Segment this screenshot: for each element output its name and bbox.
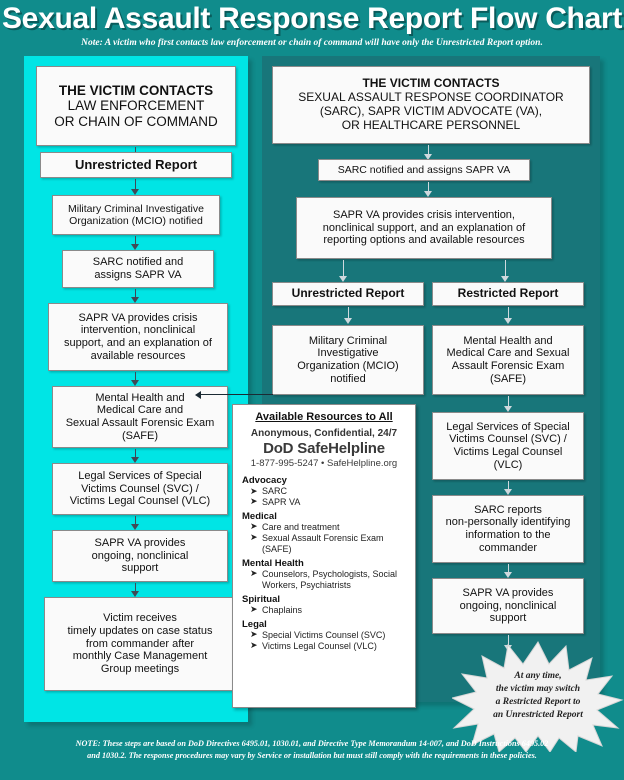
box-line: (SAFE) [489,372,527,385]
box-line: Unrestricted Report [291,286,405,301]
resource-category-legal: Legal [242,618,267,630]
starburst-line: a Restricted Report to [495,697,581,707]
list-item-label: Special Victims Counsel (SVC) [262,629,386,640]
list-item-label: SAPR VA [262,496,301,507]
resources-title: Available Resources to All [255,411,393,423]
starburst-line: an Unrestricted Report [493,709,583,720]
box-sapr-va-ongoing-left [52,530,228,582]
box-line: SARC notified and assigns SAPR VA [337,163,511,176]
list-item-label-cont: (SAFE) [262,543,292,554]
box-unrestricted-report-right [272,282,424,306]
arrow-down [424,145,433,160]
box-line: notified [330,372,366,385]
box-line: from commander after [85,637,195,650]
box-line: SAPR VA provides [94,536,186,549]
list-item [242,630,406,641]
resource-list-medical [242,522,406,555]
box-line: ongoing, nonclinical [91,549,189,562]
box-line: (SAFE) [121,429,159,442]
box-line: SEXUAL ASSAULT RESPONSE COORDINATOR [298,90,564,105]
box-sarc-notified-left [62,250,214,288]
box-line: monthly Case Management [72,650,208,663]
arrow-down [131,516,140,530]
arrow-down [131,372,140,386]
box-line: support [121,562,159,575]
arrow-down-unrestricted-branch [339,260,348,282]
box-line: Organization (MCIO) notified [69,215,203,227]
box-line: Mental Health and [95,391,185,404]
list-item [242,533,406,555]
box-line: information to the [465,529,551,541]
arrow-down [504,307,513,324]
box-line: Victims Legal Counsel (VLC) [69,495,211,508]
box-mcio-notified-left [52,195,220,235]
arrow-bullet-icon: ➤ [250,496,258,507]
arrow-down [131,583,140,597]
box-mental-health-safe-right [432,325,584,395]
box-victim-contacts-law-enforcement [36,66,236,146]
box-restricted-report-right [432,282,584,306]
list-item-label: Care and treatment [262,521,340,532]
box-line: Mental Health and [463,334,553,347]
list-item [242,605,406,616]
available-resources-card [232,404,416,708]
arrow-down [504,481,513,495]
resource-list-advocacy [242,486,406,508]
box-sapr-va-ongoing-right [432,578,584,634]
resource-list-mental-health [242,569,406,591]
box-line: Assault Forensic Exam [451,360,565,372]
box-line: Military Criminal [308,334,388,347]
box-line: commander [478,541,538,554]
box-line: THE VICTIM CONTACTS [58,82,214,98]
arrow-down [131,289,140,303]
header-note: Note: A victim who first contacts law enforcement or chain of command will have only the Unrestricted Report option. [81,38,543,48]
box-line: THE VICTIM CONTACTS [362,76,500,91]
starburst-line: At any time, [514,671,562,682]
arrow-bullet-icon: ➤ [250,640,258,651]
resource-category-mental-health: Mental Health [242,557,304,569]
list-item [242,522,406,533]
list-item-label: Sexual Assault Forensic Exam [262,532,384,543]
box-line: Medical Care and [96,404,184,417]
box-line: ongoing, nonclinical [459,599,557,612]
box-line: (VLC) [493,458,523,471]
page-title: Sexual Assault Response Report Flow Chart [1,2,623,35]
arrow-down [131,179,140,195]
box-line: Medical Care and Sexual [446,347,570,360]
box-line: timely updates on case status [67,624,213,637]
box-line: support [489,612,527,625]
arrow-bullet-icon: ➤ [250,485,258,496]
box-line: intervention, nonclinical [80,324,196,337]
box-sarc-notified-assigns [318,159,530,181]
list-item [242,497,406,508]
box-line: Legal Services of Special [78,469,202,482]
resource-category-spiritual: Spiritual [242,593,281,605]
list-item [242,569,406,591]
box-line: OR CHAIN OF COMMAND [54,113,218,129]
starburst-callout [452,640,624,752]
arrow-down [344,307,353,324]
starburst-line: the victim may switch [495,684,581,695]
resource-list-spiritual [242,605,406,616]
box-line: non-personally identifying [445,516,571,529]
arrow-down [504,564,513,578]
box-line: support, and an explanation of [63,337,212,349]
box-line: SARC reports [474,503,542,516]
box-line: Investigative [317,347,379,360]
box-unrestricted-report-left [40,152,232,178]
box-line: Victims Legal Counsel [453,446,563,458]
box-line: Unrestricted Report [74,157,198,173]
box-line: Victims Counsel (SVC) / [81,482,199,495]
list-item [242,486,406,497]
box-line: nonclinical support, and an explanation of [322,221,526,234]
box-line: available resources [90,349,186,362]
list-item-label: Counselors, Psychologists, Social [262,568,398,579]
box-legal-services-right [432,412,584,480]
box-sapr-va-crisis-left [48,303,228,371]
box-line: Victim receives [103,612,177,625]
page-header [0,0,624,56]
arrow-down [424,182,433,197]
box-line: assigns SAPR VA [94,269,182,281]
box-line: Sexual Assault Forensic Exam [65,417,215,429]
starburst-text [452,640,624,752]
box-line: LAW ENFORCEMENT [67,98,205,114]
box-line: reporting options and available resources [323,234,525,247]
arrow-bullet-icon: ➤ [250,532,258,543]
resource-category-medical: Medical [242,510,277,522]
box-line: Military Criminal Investigative [68,202,204,215]
arrow-down [131,449,140,463]
arrow-bullet-icon: ➤ [250,604,258,615]
box-victim-contacts-sarc [272,66,590,144]
arrow-left-crossover [195,390,273,399]
box-line: SAPR VA provides [462,586,554,599]
box-line: OR HEALTHCARE PERSONNEL [341,117,521,132]
box-sarc-reports-commander [432,495,584,563]
resource-category-advocacy: Advocacy [242,475,287,486]
box-line: Group meetings [100,663,180,676]
box-mcio-notified-right [272,325,424,395]
arrow-bullet-icon: ➤ [250,568,258,579]
box-sapr-va-crisis-right [296,197,552,259]
box-legal-services-left [52,463,228,515]
arrow-down-restricted-branch [501,260,510,282]
arrow-down [131,236,140,250]
footer-line-1: NOTE: These steps are based on DoD Directives 6495.01, 1030.01, and Directive Type Memorandum 14-007, and DoD Instructions 6495.02 [75,739,549,748]
box-line: Victims Counsel (SVC) / [449,433,567,446]
list-item-label: Victims Legal Counsel (VLC) [262,640,377,651]
footer-note [36,738,588,763]
box-line: SARC notified and [92,256,184,269]
arrow-bullet-icon: ➤ [250,521,258,532]
box-line: (SARC), SAPR VICTIM ADVOCATE (VA), [319,104,543,118]
resources-anonymous-line: Anonymous, Confidential, 24/7 [250,428,398,439]
list-item [242,641,406,652]
box-line: Organization (MCIO) [297,360,399,372]
safehelpline-contact: 1-877-995-5247 • SafeHelpline.org [250,458,398,469]
arrow-bullet-icon: ➤ [250,629,258,640]
box-victim-receives-updates [44,597,236,691]
box-line: SAPR VA provides crisis intervention, [333,208,515,221]
resource-list-legal [242,630,406,652]
safehelpline-name: DoD SafeHelpline [263,440,385,457]
list-item-label: SARC [262,486,288,496]
footer-line-2: and 1030.2. The response procedures may vary by Service or installation but must still comply with the requirements in these policies. [87,751,537,761]
box-line: Restricted Report [457,286,559,301]
arrow-down [504,396,513,412]
list-item-label-cont: Workers, Psychiatrists [262,579,351,590]
box-line: SAPR VA provides crisis [78,311,198,324]
list-item-label: Chaplains [262,604,303,615]
box-line: Legal Services of Special [446,420,570,433]
